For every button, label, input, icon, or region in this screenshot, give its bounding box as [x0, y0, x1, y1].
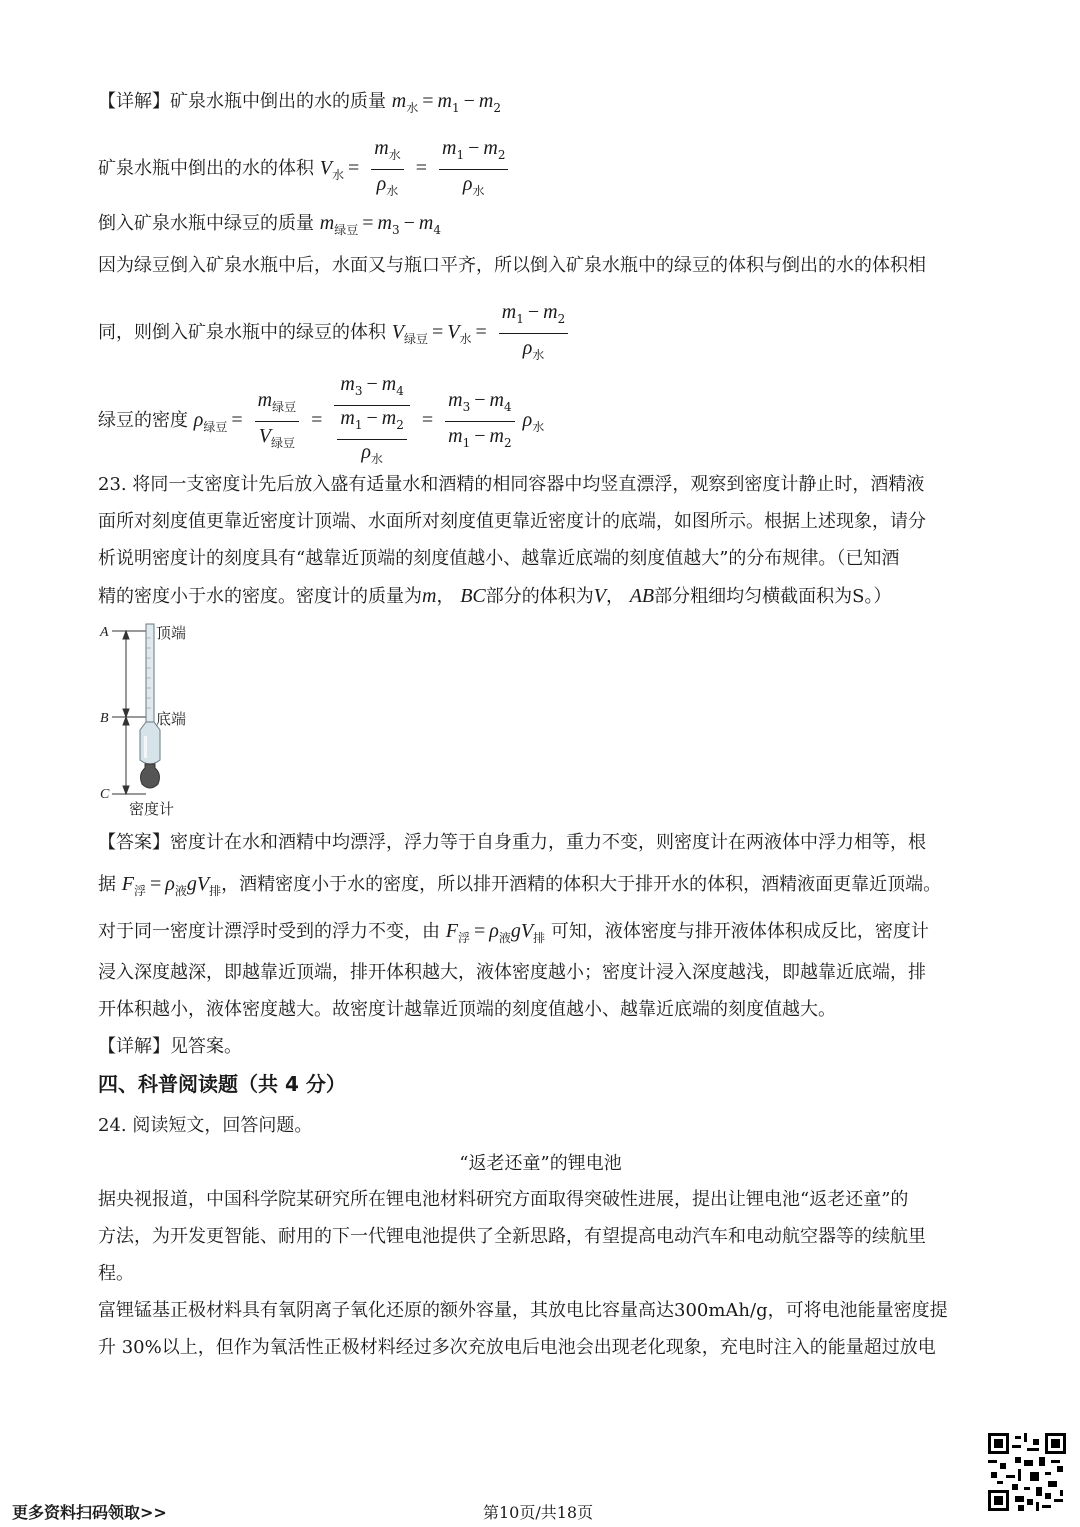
text: 同，则倒入矿泉水瓶中的绿豆的体积 [98, 322, 386, 344]
article-line-5: 升 30%以上，但作为氧活性正极材料经过多次充放电后电池会出现老化现象，充电时注入的能量超过放电 [98, 1337, 936, 1358]
section-heading: 四、科普阅读题（共 4 分） [98, 1072, 346, 1096]
page-number: 第10页/共18页 [483, 1503, 594, 1522]
detail-label: 【详解】 [98, 91, 170, 112]
answer-line-5: 开体积越小，液体密度越大。故密度计越靠近顶端的刻度值越小、越靠近底端的刻度值越大。 [98, 999, 836, 1020]
footer-promo-link[interactable]: 更多资料扫码领取>> [12, 1503, 167, 1522]
figure-caption: 密度计 [129, 800, 175, 818]
detail-density-bean-line [98, 372, 998, 471]
formula-mass-water: $m_水 = m_1 - m_2$ [391, 90, 501, 115]
formula-density-bean: $\rho_{绿豆}$ = $\frac{m_{绿豆}}{V_{绿豆}}$ = $\frac{m_3 - m_4}{\frac{m_1 - m_2}{\rho_水}}$ = $\frac{m_3 - m_4}{m_1 - m_2}$ $\rho_水$ [193, 373, 545, 466]
label-top: 顶端 [156, 624, 187, 642]
paragraph-line: 因为绿豆倒入矿泉水瓶中后，水面又与瓶口平齐，所以倒入矿泉水瓶中的绿豆的体积与倒出的水的体积相 [98, 255, 926, 276]
text: 倒入矿泉水瓶中绿豆的质量 [98, 213, 314, 234]
answer-line-2: 据 $F_浮 = \rho_液gV_排$，酒精密度小于水的密度，所以排开酒精的体积大于排开水的体积，酒精液面更靠近顶端。 [98, 873, 942, 898]
label-c: C [100, 787, 110, 802]
text: 矿泉水瓶中倒出的水的质量 [170, 91, 386, 112]
hydrometer-figure [96, 618, 206, 822]
formula-buoyancy-2: $F_浮 = \rho_液gV_排$ [445, 920, 546, 945]
question-23-line-2: 面所对刻度值更靠近密度计顶端、水面所对刻度值更靠近密度计的底端，如图所示。根据上述现象，请分 [98, 511, 926, 532]
article-line-1: 据央视报道，中国科学院某研究所在锂电池材料研究方面取得突破性进展，提出让锂电池“返老还童”的 [98, 1189, 909, 1210]
answer-line-1: 【答案】密度计在水和酒精中均漂浮，浮力等于自身重力，重力不变，则密度计在两液体中浮力相等，根 [98, 832, 926, 853]
detail-volume-water-line [98, 136, 998, 203]
article-title: “返老还童”的锂电池 [459, 1153, 622, 1174]
article-line-4: 富锂锰基正极材料具有氧阴离子氧化还原的额外容量，其放电比容量高达300mAh/g，可将电池能量密度提 [98, 1300, 948, 1321]
article-line-3: 程。 [98, 1263, 134, 1284]
text: 绿豆的密度 [98, 410, 188, 432]
question-23-line-4: 精的密度小于水的密度。密度计的质量为m， BC部分的体积为V， AB部分粗细均匀横截面积为S。） [98, 585, 892, 607]
formula-volume-bean: $V_{绿豆} = V_水$ = $\frac{m_1 - m_2}{\rho_水}$ [392, 321, 572, 343]
answer-line-3: 对于同一密度计漂浮时受到的浮力不变，由 $F_浮 = \rho_液gV_排$ 可知，液体密度与排开液体体积成反比，密度计 [98, 920, 929, 945]
answer-line-4: 浸入深度越深，即越靠近顶端，排开体积越大，液体密度越小；密度计浸入深度越浅，即越靠近底端，排 [98, 962, 926, 983]
question-24: 24. 阅读短文，回答问题。 [98, 1115, 313, 1136]
detail-volume-bean-line [98, 300, 998, 367]
formula-volume-water: $V_水$ = $\frac{m_水}{\rho_水}$ = $\frac{m_1 - m_2}{\rho_水}$ [320, 157, 512, 179]
detail-mass-bean-line [98, 210, 998, 243]
text: 矿泉水瓶中倒出的水的体积 [98, 158, 314, 180]
formula-mass-bean: $m_{绿豆} = m_3 - m_4$ [319, 212, 441, 237]
label-a: A [100, 625, 109, 640]
question-23-line-1: 23. 将同一支密度计先后放入盛有适量水和酒精的相同容器中均竖直漂浮，观察到密度计静止时，酒精液 [98, 474, 925, 495]
qr-code-icon[interactable] [988, 1433, 1066, 1511]
article-line-2: 方法，为开发更智能、耐用的下一代锂电池提供了全新思路，有望提高电动汽车和电动航空器等的续航里 [98, 1226, 926, 1247]
detail-mass-water-line [98, 88, 998, 121]
label-b: B [100, 711, 109, 726]
formula-buoyancy: $F_浮 = \rho_液gV_排$ [121, 873, 222, 898]
label-bottom: 底端 [156, 710, 187, 728]
answer-label: 【答案】 [98, 832, 170, 853]
question-23-line-3: 析说明密度计的刻度具有“越靠近顶端的刻度值越小、越靠近底端的刻度值越大”的分布规律。（已知酒 [98, 548, 900, 569]
answer-detail: 【详解】见答案。 [98, 1036, 242, 1057]
